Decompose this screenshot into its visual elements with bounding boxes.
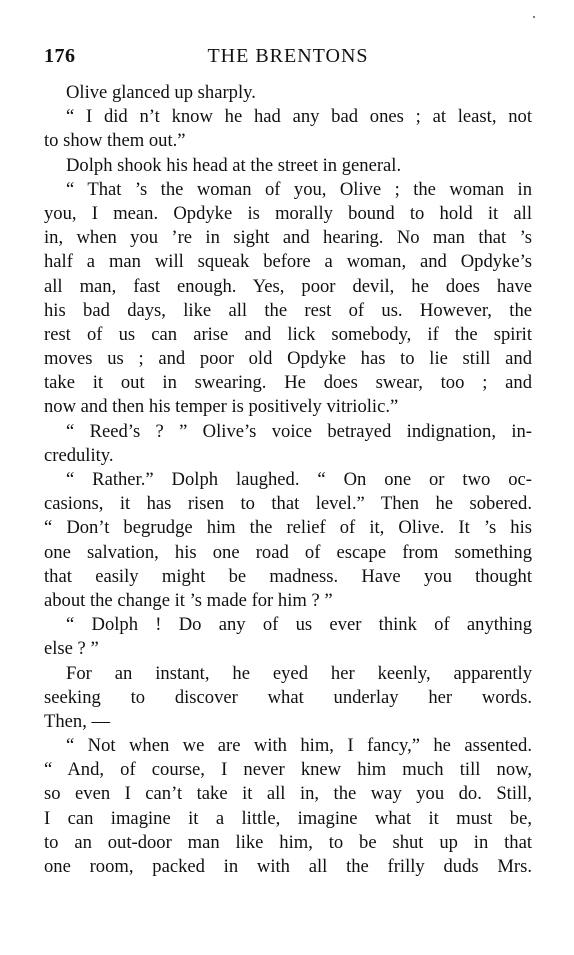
text-line: one room, packed in with all the frilly duds Mrs. (44, 856, 532, 877)
page-number: 176 (44, 45, 76, 67)
text-line: “ Dolph ! Do any of us ever think of anything (66, 614, 532, 636)
text-line: to an out-door man like him, to be shut up in that (44, 831, 532, 853)
text-line: For an instant, he eyed her keenly, apparently (66, 662, 532, 684)
print-speck (533, 16, 535, 18)
text-line: half a man will squeak before a woman, and Opdyke’s (44, 251, 532, 273)
text-line: his bad days, like all the rest of us. However, the (44, 299, 532, 321)
text-line: you, I mean. Opdyke is morally bound to hold it all (44, 202, 532, 224)
text-line: in, when you ’re in sight and hearing. No man that ’s (44, 227, 532, 249)
text-line: “ Rather.” Dolph laughed. “ On one or two oc- (66, 469, 532, 490)
text-line: seeking to discover what underlay her words. (44, 686, 532, 708)
text-line: “ Not when we are with him, I fancy,” he assented. (66, 735, 532, 757)
text-line: about the change it ’s made for him ? ” (44, 589, 333, 611)
running-title: THE BRENTONS (207, 45, 369, 67)
text-line: take it out in swearing. He does swear, too ; and (44, 372, 532, 394)
text-line: so even I can’t take it all in, the way you do. Still, (44, 783, 532, 805)
text-line: casions, it has risen to that level.” Then he sobered. (44, 493, 532, 515)
text-line: “ That ’s the woman of you, Olive ; the woman in (66, 178, 532, 200)
text-line: now and then his temper is positively vitriolic.” (44, 396, 399, 418)
text-line: “ And, of course, I never knew him much till now, (44, 759, 532, 781)
text-line: “ I did n’t know he had any bad ones ; at least, not (66, 106, 532, 128)
text-line: one salvation, his one road of escape from something (44, 541, 532, 563)
body-text (44, 81, 532, 879)
text-line: else ? ” (44, 638, 99, 660)
text-line: Dolph shook his head at the street in general. (66, 154, 402, 176)
text-line: moves us ; and poor old Opdyke has to lie still and (44, 348, 532, 370)
text-line: rest of us can arise and lick somebody, if the spirit (44, 323, 532, 345)
text-line: “ Reed’s ? ” Olive’s voice betrayed indignation, in- (66, 420, 532, 442)
page-header (44, 45, 532, 73)
text-line: credulity. (44, 444, 114, 466)
text-line: Olive glanced up sharply. (66, 82, 256, 103)
text-line: “ Don’t begrudge him the relief of it, Olive. It ’s his (44, 517, 532, 539)
text-line: that easily might be madness. Have you thought (44, 565, 532, 587)
text-line: all man, fast enough. Yes, poor devil, he does have (44, 275, 532, 297)
text-line: to show them out.” (44, 130, 186, 152)
text-line: Then, — (44, 710, 111, 732)
text-line: I can imagine it a little, imagine what it must be, (44, 807, 532, 829)
